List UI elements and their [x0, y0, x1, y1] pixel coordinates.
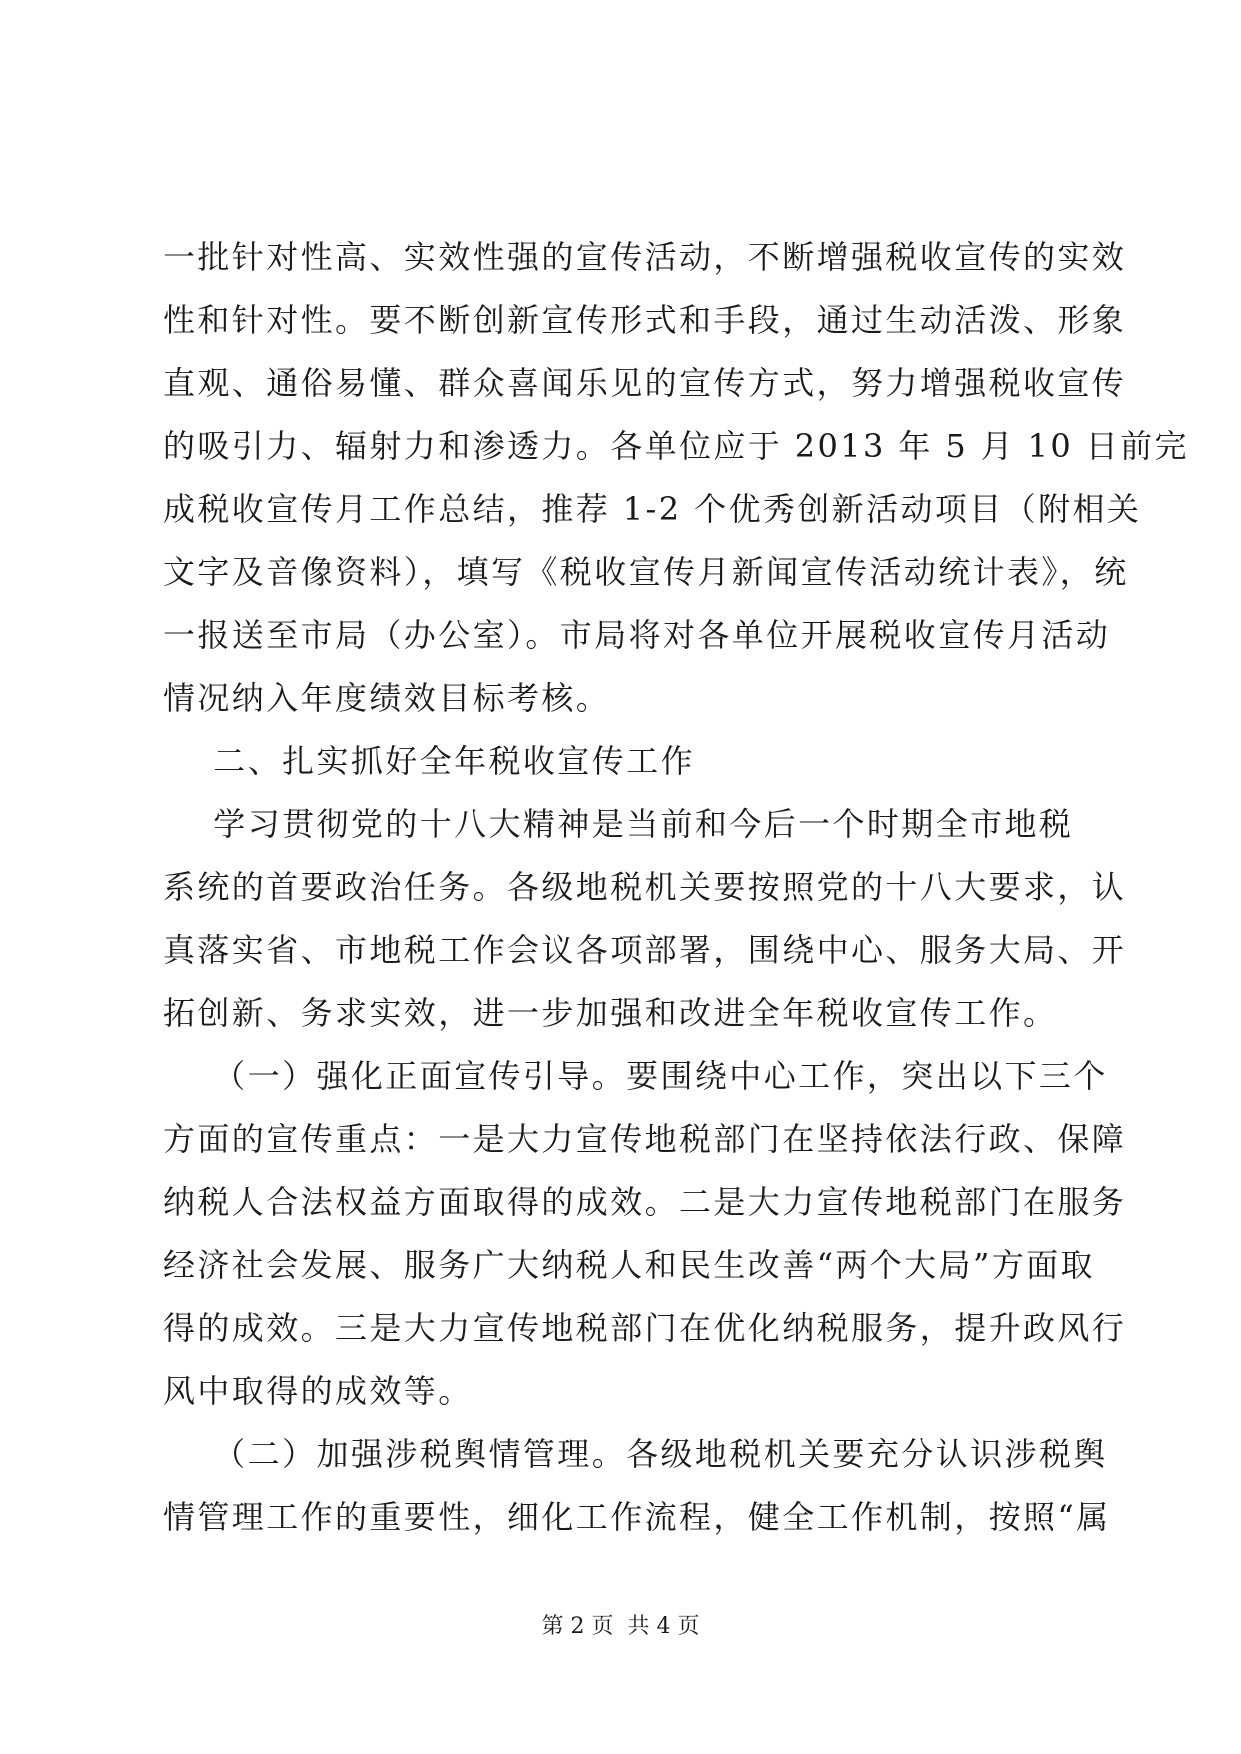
body-text	[163, 226, 1189, 1549]
text-line: 文字及音像资料），填写《税收宣传月新闻宣传活动统计表》，统	[163, 553, 1129, 591]
text-line: 纳税人合法权益方面取得的成效。二是大力宣传地税部门在服务	[163, 1183, 1127, 1221]
text-line: 情管理工作的重要性，细化工作流程，健全工作机制，按照“属	[163, 1498, 1111, 1536]
text-line: 情况纳入年度绩效目标考核。	[163, 679, 611, 717]
text-line: 真落实省、市地税工作会议各项部署，围绕中心、服务大局、开	[163, 931, 1127, 969]
page-number-footer: 第 2 页 共 4 页	[541, 1614, 700, 1639]
text-line: 系统的首要政治任务。各级地税机关要按照党的十八大要求，认	[163, 868, 1127, 906]
section-heading: 二、扎实抓好全年税收宣传工作	[163, 742, 695, 780]
text-line: 的吸引力、辐射力和渗透力。各单位应于 2013 年 5 月 10 日前完	[163, 427, 1189, 465]
text-line: 方面的宣传重点：一是大力宣传地税部门在坚持依法行政、保障	[163, 1120, 1127, 1158]
text-line: 直观、通俗易懂、群众喜闻乐见的宣传方式，努力增强税收宣传	[163, 364, 1127, 402]
text-line: 学习贯彻党的十八大精神是当前和今后一个时期全市地税	[163, 805, 1074, 843]
text-line: （一）强化正面宣传引导。要围绕中心工作，突出以下三个	[163, 1057, 1108, 1095]
text-line: 一报送至市局（办公室）。市局将对各单位开展税收宣传月活动	[163, 616, 1111, 654]
text-line: 一批针对性高、实效性强的宣传活动，不断增强税收宣传的实效	[163, 238, 1127, 276]
text-line: 风中取得的成效等。	[163, 1372, 473, 1410]
text-line: （二）加强涉税舆情管理。各级地税机关要充分认识涉税舆	[163, 1435, 1108, 1473]
text-line: 经济社会发展、服务广大纳税人和民生改善“两个大局”方面取	[163, 1246, 1095, 1284]
text-line: 拓创新、务求实效，进一步加强和改进全年税收宣传工作。	[163, 994, 1058, 1032]
text-line: 性和针对性。要不断创新宣传形式和手段，通过生动活泼、形象	[163, 301, 1127, 339]
text-line: 得的成效。三是大力宣传地税部门在优化纳税服务，提升政风行	[163, 1309, 1127, 1347]
text-line: 成税收宣传月工作总结，推荐 1-2 个优秀创新活动项目（附相关	[163, 490, 1142, 528]
